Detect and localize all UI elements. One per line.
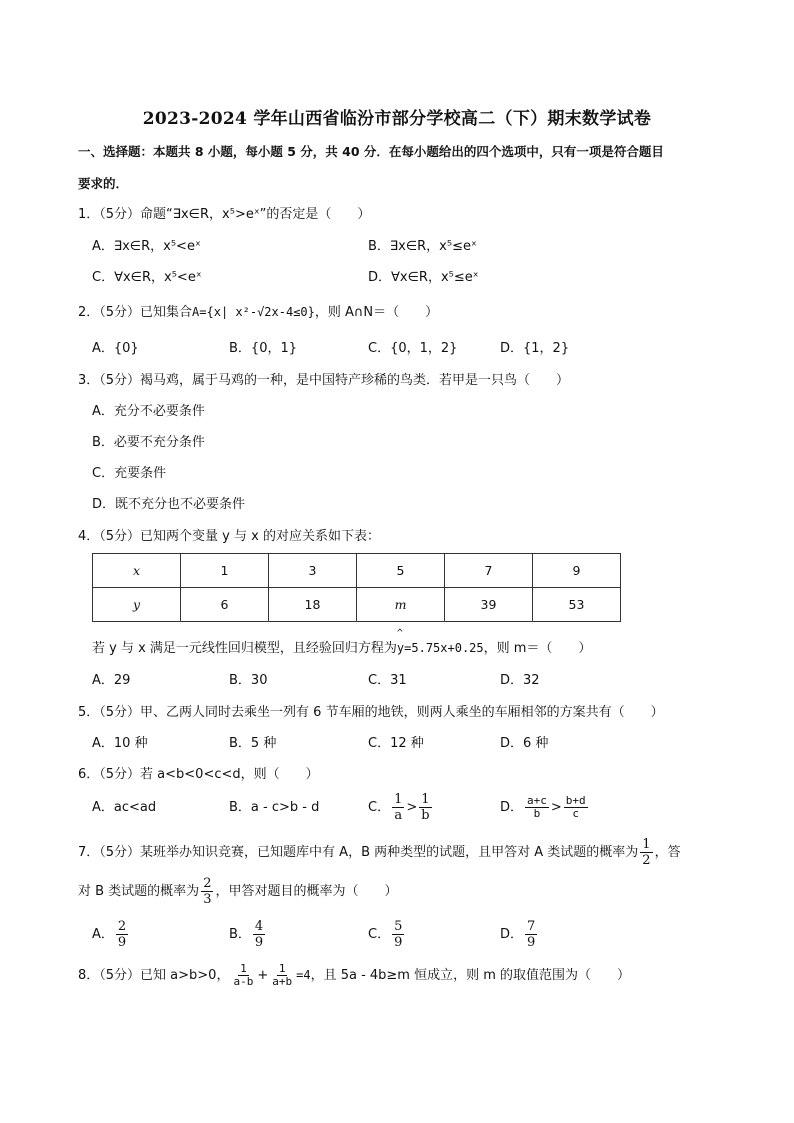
question-3-option-a: A．充分不必要条件: [92, 404, 205, 419]
question-4-option-a: A．29: [92, 673, 131, 688]
question-1-option-d: D．∀x∈R，x⁵≤eˣ: [368, 270, 479, 285]
regression-equation: ^ y=5.75x+0.25: [397, 638, 484, 658]
question-2-prefix: 2．（5分）已知集合: [78, 305, 193, 320]
question-4-option-d: D．32: [500, 673, 540, 688]
question-4-option-c: C．31: [368, 673, 407, 688]
fraction: $\frac{7}{9}$: [527, 919, 536, 950]
option-label: C．: [368, 800, 391, 815]
question-2-stem: [78, 302, 438, 323]
question-2-option-a: A．{0}: [92, 341, 139, 356]
regression-table: [92, 553, 621, 622]
section-instructions: [78, 136, 728, 200]
question-5-option-a: A．10 种: [92, 736, 148, 751]
question-4-followup: [92, 638, 591, 659]
fraction: $\frac{1}{b}$: [421, 792, 430, 823]
question-3-stem: 3．（5分）褐马鸡，属于马鸡的一种，是中国特产珍稀的鸟类．若甲是一只鸟（ ）: [78, 373, 570, 388]
question-1-stem: 1．（5分）命题“∃x∈R，x⁵>eˣ”的否定是（ ）: [78, 207, 371, 222]
table-row-x: [93, 554, 621, 588]
fraction: $\frac{5}{9}$: [394, 919, 403, 950]
table-row-y: [93, 588, 621, 622]
table-cell: 6: [181, 588, 269, 622]
question-4-follow-suffix: ，则 m＝（ ）: [483, 641, 592, 656]
section-line-2: 要求的．: [78, 176, 129, 191]
question-6-stem: 6．（5分）若 a<b<0<c<d，则（ ）: [78, 767, 319, 782]
table-cell: 3: [269, 554, 357, 588]
question-4-follow-prefix: 若 y 与 x 满足一元线性回归模型，且经验回归方程为: [92, 641, 397, 656]
fraction: $\frac{2}{3}$: [203, 876, 212, 907]
question-7-option-a: A． $\frac{2}{9}$: [92, 919, 127, 950]
table-header-y: y: [93, 588, 181, 622]
question-1-option-a: A．∃x∈R，x⁵<eˣ: [92, 239, 201, 254]
section-line-1: 一、选择题：本题共 8 小题，每小题 5 分，共 40 分．在每小题给出的四个选项中，只有一项是符合题目: [78, 144, 664, 159]
question-7-option-b: B． $\frac{4}{9}$: [229, 919, 264, 950]
question-5-option-c: C．12 种: [368, 736, 424, 751]
question-5-option-b: B．5 种: [229, 736, 277, 751]
table-cell: 18: [269, 588, 357, 622]
fraction: $\frac{a+c}{b}$: [527, 794, 547, 820]
question-6-option-d: D． $\frac{a+c}{b}$ > $\frac{b+d}{c}$: [500, 794, 586, 820]
table-cell: 5: [357, 554, 445, 588]
fraction: $\frac{b+d}{c}$: [565, 794, 586, 820]
page-title: 2023-2024 学年山西省临汾市部分学校高二（下）期末数学试卷: [142, 109, 652, 129]
fraction: $\frac{1}{a}$: [394, 792, 403, 823]
question-3-option-d: D．既不充分也不必要条件: [92, 497, 246, 512]
question-8-stem: 8．（5分）已知 a>b>0， $\frac{1}{a-b}$ + $\frac{1}{a+b}$ =4，且 5a - 4b≥m 恒成立，则 m 的取值范围为（ ）: [78, 962, 631, 988]
question-7-option-c: C． $\frac{5}{9}$: [368, 919, 403, 950]
table-cell: 39: [445, 588, 533, 622]
table-cell: 7: [445, 554, 533, 588]
fraction: $\frac{2}{9}$: [117, 919, 127, 950]
question-2-set-expression: A={x| x²-√2x-4≤0}: [192, 305, 315, 319]
table-header-x: x: [93, 554, 181, 588]
question-2-suffix: ，则 A∩N＝（ ）: [314, 305, 439, 320]
question-2-option-c: C．{0，1，2}: [368, 341, 458, 356]
question-5-option-d: D．6 种: [500, 736, 549, 751]
question-1-option-b: B．∃x∈R，x⁵≤eˣ: [368, 239, 477, 254]
fraction: $\frac{1}{2}$: [642, 837, 651, 868]
question-3-option-b: B．必要不充分条件: [92, 435, 205, 450]
fraction: $\frac{1}{a-b}$: [233, 962, 254, 988]
question-7-stem-line-2: 对 B 类试题的概率为 $\frac{2}{3}$ ，甲答对题目的概率为（ ）: [78, 876, 398, 907]
question-6-option-b: B．a - c>b - d: [229, 800, 320, 815]
question-2-option-b: B．{0，1}: [229, 341, 298, 356]
fraction: $\frac{1}{a+b}$: [272, 962, 293, 988]
table-cell: 1: [181, 554, 269, 588]
table-cell: 53: [533, 588, 621, 622]
question-2-option-d: D．{1，2}: [500, 341, 570, 356]
fraction: $\frac{4}{9}$: [254, 919, 264, 950]
question-4-stem: 4．（5分）已知两个变量 y 与 x 的对应关系如下表：: [78, 529, 380, 544]
question-6-option-a: A．ac<ad: [92, 800, 157, 815]
question-3-option-c: C．充要条件: [92, 466, 167, 481]
question-4-option-b: B．30: [229, 673, 268, 688]
question-6-option-c: C． $\frac{1}{a}$ > $\frac{1}{b}$: [368, 792, 430, 823]
table-cell: 9: [533, 554, 621, 588]
option-label: D．: [500, 800, 524, 815]
question-1-option-c: C．∀x∈R，x⁵<eˣ: [92, 270, 202, 285]
table-cell: m: [357, 588, 445, 622]
question-7-option-d: D． $\frac{7}{9}$: [500, 919, 536, 950]
question-5-stem: 5．（5分）甲、乙两人同时去乘坐一列有 6 节车厢的地铁，则两人乘坐的车厢相邻的方案共有（ ）: [78, 705, 664, 720]
question-7-stem-line-1: 7．（5分）某班举办知识竞赛，已知题库中有 A，B 两种类型的试题，且甲答对 A 类试题的概率为 $\frac{1}{2}$ ，答: [78, 837, 681, 868]
